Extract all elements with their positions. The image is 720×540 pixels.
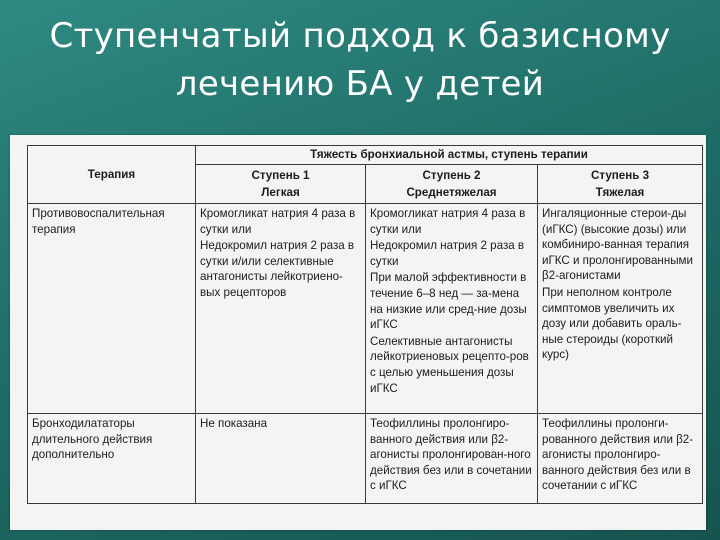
- header-step-1: [196, 165, 366, 204]
- row-1-step-2: [366, 204, 538, 414]
- cell-paragraph: Ингаляционные стерои-ды (иГКС) (высокие дозы) или комбиниро-ванная терапия иГКС и пролонгированными β2-агонистами: [542, 207, 693, 283]
- cell-paragraph: Селективные антагонисты лейкотриеновых рецепто-ров с целью уменьшения дозы иГКС: [370, 334, 529, 395]
- cell-paragraph: Кромогликат натрия 4 раза в сутки или: [370, 207, 526, 236]
- row-2-step-3: [538, 414, 703, 504]
- header-therapy: Терапия: [28, 146, 196, 204]
- cell-paragraph: Теофиллины пролонгиро-ванного действия или β2-агонисты пролонгирован-ного действия без или в сочетании с иГКС: [370, 417, 532, 493]
- slide-title-line-1: Ступенчатый подход к базисному: [49, 16, 671, 56]
- cell-paragraph: Недокромил натрия 2 раза в сутки: [370, 239, 525, 268]
- therapy-table: [27, 145, 703, 504]
- row-2-therapy: Бронходилататоры длительного действия дополнительно: [28, 414, 196, 504]
- table-row: [28, 414, 703, 504]
- cell-paragraph: Теофиллины пролонги-рованного действия или β2-агонисты пролонгиро-ванного действия без или в сочетании с иГКС: [542, 417, 694, 493]
- header-severity: Тяжесть бронхиальной астмы, ступень терапии: [196, 146, 703, 165]
- cell-paragraph: Недокромил натрия 2 раза в сутки и/или селективные антагонисты лейкотриено-вых рецепторов: [200, 239, 355, 299]
- row-2-step-2: [366, 414, 538, 504]
- step-3-severity: Тяжелая: [595, 185, 645, 199]
- row-1-therapy: Противовоспалительная терапия: [28, 204, 196, 414]
- row-2-step-1: [196, 414, 366, 504]
- step-3-label: Ступень 3: [590, 168, 650, 182]
- row-1-step-3: [538, 204, 703, 414]
- step-1-severity: Легкая: [261, 185, 300, 199]
- cell-paragraph: При малой эффективности в течение 6–8 нед — за-мена на низкие или сред-ние дозы иГКС: [370, 271, 527, 332]
- step-2-label: Ступень 2: [422, 168, 481, 182]
- cell-paragraph: Кромогликат натрия 4 раза в сутки или: [200, 207, 356, 236]
- step-2-severity: Среднетяжелая: [406, 185, 497, 199]
- slide-title-line-2: лечению БА у детей: [175, 64, 545, 104]
- step-1-label: Ступень 1: [251, 168, 310, 182]
- cell-paragraph: При неполном контроле симптомов увеличить их дозу или добавить ораль-ные стероиды (короткий курс): [542, 285, 682, 362]
- header-step-2: [366, 165, 538, 204]
- cell-paragraph: Не показана: [200, 417, 268, 430]
- row-1-step-1: [196, 204, 366, 414]
- table-header-row-1: [28, 146, 703, 165]
- scanned-table-sheet: [10, 135, 706, 530]
- header-step-3: [538, 165, 703, 204]
- slide-title: [0, 12, 720, 108]
- table-row: [28, 204, 703, 414]
